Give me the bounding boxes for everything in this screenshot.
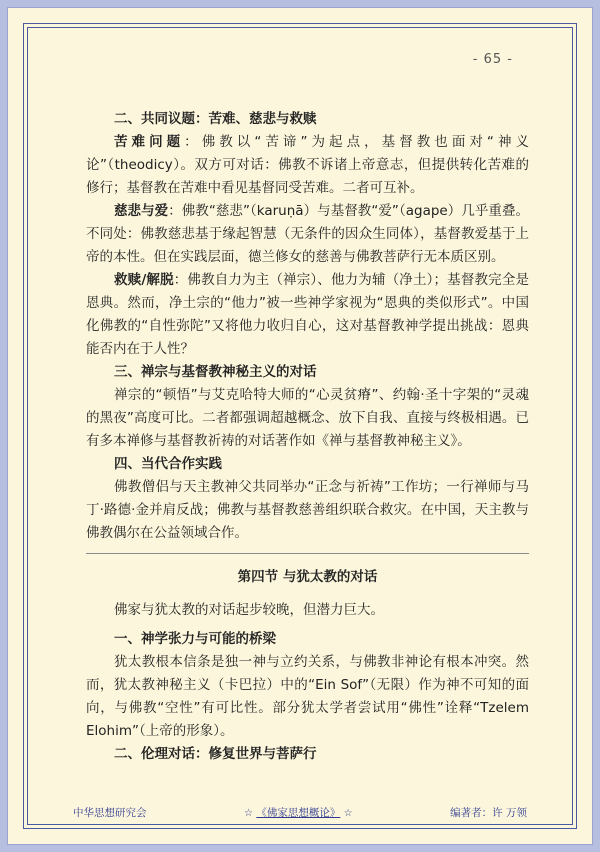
footer-author: 编著者：许 万领 bbox=[450, 807, 527, 819]
heading-ethical-dialogue: 二、伦理对话：修复世界与菩萨行 bbox=[114, 746, 317, 762]
text-salvation: ：佛教自力为主（禅宗）、他力为辅（净土）；基督教完全是恩典。然而，净土宗的“他力”被一些神学家视为“恩典的类似形式”。中国化佛教的“自性弥陀”又将他力收归自心，这对基督教神学提出挑战：恩典能否内在于人性？ bbox=[86, 272, 529, 357]
footer-organization: 中华思想研究会 bbox=[73, 807, 147, 819]
paragraph-salvation bbox=[86, 269, 529, 361]
page-number: - 65 - bbox=[472, 52, 513, 67]
section-divider bbox=[86, 553, 529, 554]
star-icon: ☆ bbox=[244, 808, 253, 819]
document-page bbox=[7, 7, 593, 845]
page-footer bbox=[73, 805, 527, 820]
footer-book-title[interactable]: 《佛家思想概论》 bbox=[256, 807, 341, 819]
star-icon: ☆ bbox=[343, 808, 353, 819]
paragraph-zen-mysticism: 禅宗的“顿悟”与艾克哈特大师的“心灵贫瘠”、约翰·圣十字架的“灵魂的黑夜”高度可比。二者都强调超越概念、放下自我、直接与终极相遇。已有多本禅修与基督教祈祷的对话著作如《禅与基督教神秘主义》。 bbox=[86, 387, 529, 449]
lead-suffering: 苦难问题 bbox=[114, 134, 185, 150]
page-content bbox=[86, 108, 529, 766]
heading-cooperation: 四、当代合作实践 bbox=[114, 456, 222, 472]
paragraph-judaism-intro: 佛家与犹太教的对话起步较晚，但潜力巨大。 bbox=[114, 602, 384, 618]
paragraph-suffering bbox=[86, 131, 529, 200]
heading-zen-mysticism: 三、禅宗与基督教神秘主义的对话 bbox=[114, 364, 317, 380]
lead-salvation: 救赎/解脱 bbox=[114, 272, 174, 288]
heading-theological-tension: 一、神学张力与可能的桥梁 bbox=[114, 631, 276, 647]
paragraph-compassion bbox=[86, 200, 529, 269]
paragraph-cooperation: 佛教僧侣与天主教神父共同举办“正念与祈祷”工作坊；一行禅师与马丁·路德·金并肩反战；佛教与基督教慈善组织联合救灾。在中国，天主教与佛教偶尔在公益领域合作。 bbox=[86, 479, 529, 541]
heading-common-topics: 二、共同议题：苦难、慈悲与救赎 bbox=[114, 111, 317, 127]
footer-book-title-group bbox=[244, 805, 353, 820]
paragraph-theological-tension: 犹太教根本信条是独一神与立约关系，与佛教非神论有根本冲突。然而，犹太教神秘主义（卡巴拉）中的“Ein Sof”（无限）作为神不可知的面向，与佛教“空性”有可比性。部分犹太学者尝试用“佛性”诠释“Tzelem Elohim”（上帝的形象）。 bbox=[86, 654, 529, 739]
lead-compassion: 慈悲与爱 bbox=[114, 203, 169, 219]
text-compassion: ：佛教“慈悲”（karuṇā）与基督教“爱”（agape）几乎重叠。不同处：佛教慈悲基于缘起智慧（无条件的因众生同体），基督教爱基于上帝的本性。但在实践层面，德兰修女的慈善与佛教菩萨行无本质区别。 bbox=[86, 203, 529, 265]
section-title-judaism: 第四节 与犹太教的对话 bbox=[237, 569, 378, 585]
text-suffering: ：佛教以“苦谛”为起点，基督教也面对“神义论”（theodicy）。双方可对话：佛教不诉诸上帝意志，但提供转化苦难的修行；基督教在苦难中看见基督同受苦难。二者可互补。 bbox=[86, 134, 529, 196]
